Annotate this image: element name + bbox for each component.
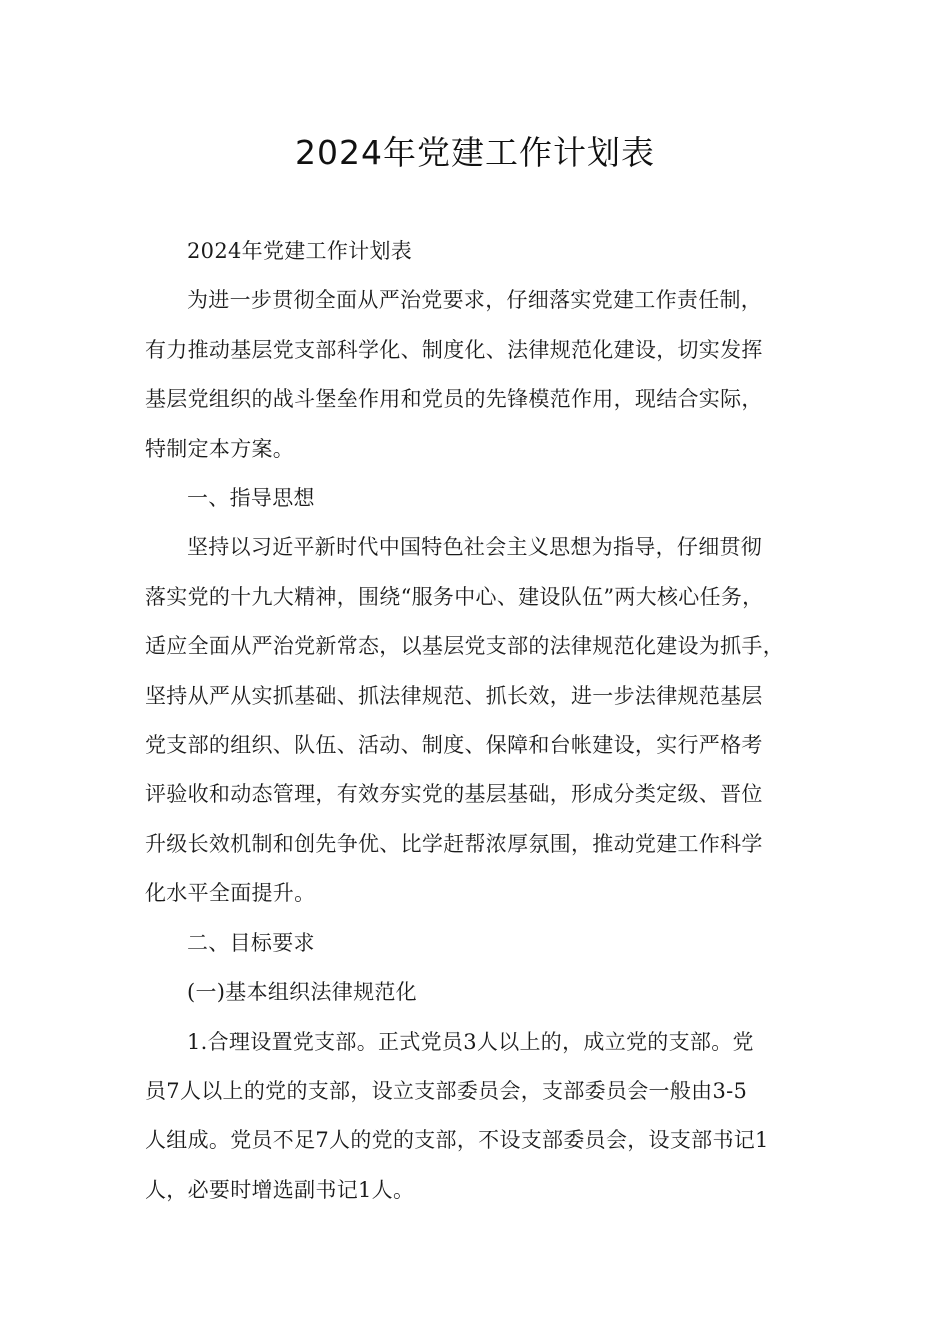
text-line: 人组成。党员不足7人的党的支部，不设支部委员会，设支部书记1 bbox=[145, 1128, 769, 1153]
text-line: 坚持以习近平新时代中国特色社会主义思想为指导，仔细贯彻 bbox=[187, 535, 763, 560]
text-line: 一、指导思想 bbox=[187, 486, 315, 511]
document-body bbox=[145, 227, 825, 1215]
text-line: 1.合理设置党支部。正式党员3人以上的，成立党的支部。党 bbox=[187, 1029, 754, 1054]
text-line: 二、目标要求 bbox=[187, 930, 315, 955]
text-line: 升级长效机制和创先争优、比学赶帮浓厚氛围，推动党建工作科学 bbox=[145, 831, 763, 856]
paragraph-intro bbox=[145, 276, 825, 474]
text-line: 坚持从严从实抓基础、抓法律规范、抓长效，进一步法律规范基层 bbox=[145, 683, 763, 708]
section-heading-goals bbox=[145, 919, 825, 968]
paragraph-branch-setup bbox=[145, 1018, 825, 1216]
paragraph-subtitle bbox=[145, 227, 825, 276]
text-line: 适应全面从严治党新常态，以基层党支部的法律规范化建设为抓手， bbox=[145, 634, 784, 659]
text-line: 2024年党建工作计划表 bbox=[187, 239, 413, 263]
text-line: 评验收和动态管理，有效夯实党的基层基础，形成分类定级、晋位 bbox=[145, 782, 763, 807]
text-line: 基层党组织的战斗堡垒作用和党员的先锋模范作用，现结合实际， bbox=[145, 387, 763, 412]
text-line: 落实党的十九大精神，围绕“服务中心、建设队伍”两大核心任务， bbox=[145, 584, 764, 609]
paragraph-guiding-thought bbox=[145, 523, 825, 918]
text-line: 人，必要时增选副书记1人。 bbox=[145, 1177, 415, 1202]
text-line: (一)基本组织法律规范化 bbox=[187, 980, 417, 1005]
text-line: 党支部的组织、队伍、活动、制度、保障和台帐建设，实行严格考 bbox=[145, 733, 763, 758]
section-heading-guiding-thought bbox=[145, 474, 825, 523]
text-line: 有力推动基层党支部科学化、制度化、法律规范化建设，切实发挥 bbox=[145, 337, 763, 362]
text-line: 特制定本方案。 bbox=[145, 436, 295, 461]
text-line: 为进一步贯彻全面从严治党要求，仔细落实党建工作责任制， bbox=[187, 288, 763, 313]
text-line: 员7人以上的党的支部，设立支部委员会，支部委员会一般由3-5 bbox=[145, 1078, 748, 1103]
document-title: 2024年党建工作计划表 bbox=[295, 133, 655, 172]
subsection-heading-organization bbox=[145, 968, 825, 1017]
text-line: 化水平全面提升。 bbox=[145, 881, 316, 906]
